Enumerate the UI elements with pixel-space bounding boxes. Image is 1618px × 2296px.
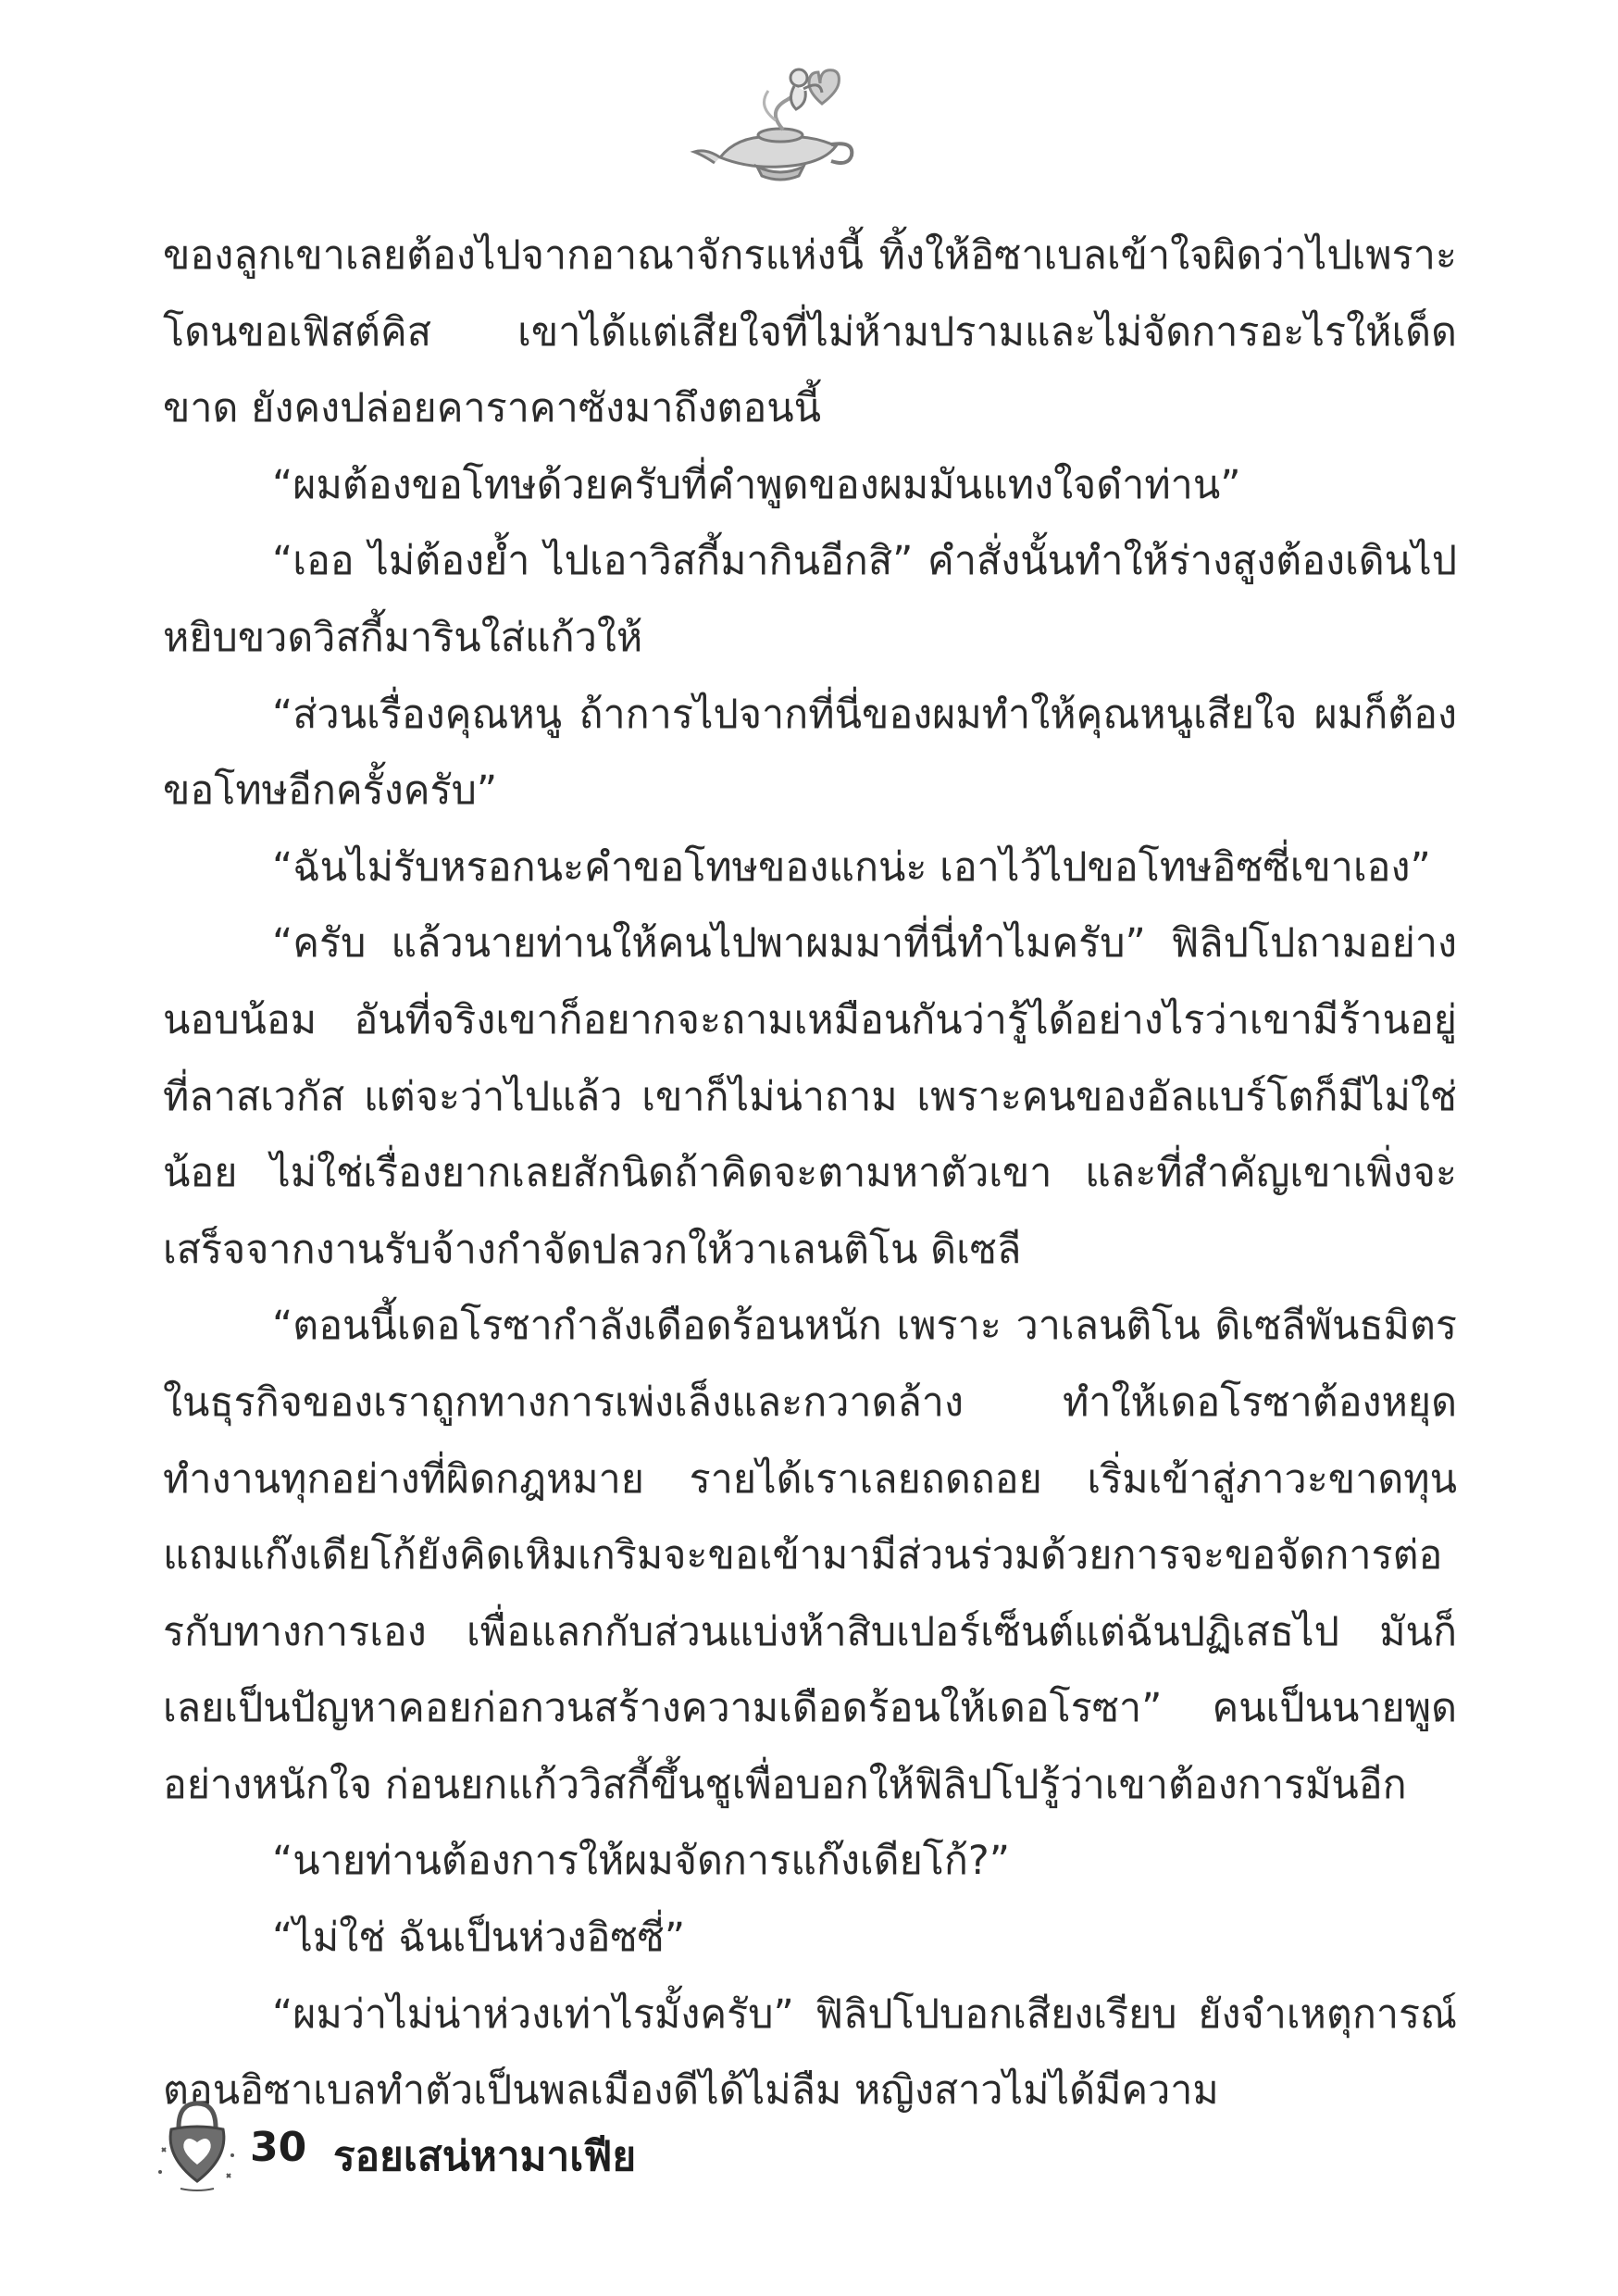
book-title: รอยเสน่หามาเฟีย [333,2133,637,2180]
paragraph: “ผมต้องขอโทษด้วยครับที่คำพูดของผมมันแทงใจดำท่าน” [272,461,1241,508]
paragraph: “ครับ แล้วนายท่านให้คนไปพาผมมาที่นี่ทำไมครับ” ฟิลิปโปถามอย่างนอบน้อม อันที่จริงเขาก็อยากจะถามเหมือนกันว่ารู้ได้อย่างไรว่าเขามีร้านอยู่ที่ลาสเวกัส แต่จะว่าไปแล้ว เขาก็ไม่น่าถาม เพราะคนของอัลแบร์โตก็มีไม่ใช่น้อย ไม่ใช่เรื่องยากเลยสักนิดถ้าคิดจะตามหาตัวเขา และที่สำคัญเขาเพิ่งจะเสร็จจากงานรับจ้างกำจัดปลวกให้วาเลนติโน ดิเซลี [163,920,1457,1273]
paragraph: “ส่วนเรื่องคุณหนู ถ้าการไปจากที่นี่ของผมทำให้คุณหนูเสียใจ ผมก็ต้องขอโทษอีกครั้งครับ” [163,691,1457,815]
heart-padlock-icon [153,2092,241,2194]
page-footer [153,2092,801,2194]
lamp-ornament-icon [683,56,868,194]
paragraph: “ไม่ใช่ ฉันเป็นห่วงอิซซี่” [272,1915,686,1962]
paragraph: “ผมว่าไม่น่าห่วงเท่าไรมั้งครับ” ฟิลิปโปบอกเสียงเรียบ ยังจำเหตุการณ์ตอนอิซาเบลทำตัวเป็นพลเมืองดีได้ไม่ลืม หญิงสาวไม่ได้มีความ [163,1990,1457,2115]
paragraph: “ตอนนี้เดอโรซากำลังเดือดร้อนหนัก เพราะ วาเลนติโน ดิเซลีพันธมิตรในธุรกิจของเราถูกทางการเพ่งเล็งและกวาดล้าง ทำให้เดอโรซาต้องหยุดทำงานทุกอย่างที่ผิดกฎหมาย รายได้เราเลยถดถอย เริ่มเข้าสู่ภาวะขาดทุน แถมแก๊งเดียโก้ยังคิดเหิมเกริมจะขอเข้ามามีส่วนร่วมด้วยการจะขอจัดการต่อรกับทางการเอง เพื่อแลกกับส่วนแบ่งห้าสิบเปอร์เซ็นต์แต่ฉันปฏิเสธไป มันก็เลยเป็นปัญหาคอยก่อกวนสร้างความเดือดร้อนให้เดอโรซา” คนเป็นนายพูดอย่างหนักใจ ก่อนยกแก้ววิสกี้ขึ้นชูเพื่อบอกให้ฟิลิปโปรู้ว่าเขาต้องการมันอีก [163,1303,1457,1808]
paragraph: “เออ ไม่ต้องย้ำ ไปเอาวิสกี้มากินอีกสิ” คำสั่งนั้นทำให้ร่างสูงต้องเดินไปหยิบขวดวิสกี้มารินใส่แก้วให้ [163,538,1457,661]
body-text [163,218,1457,2129]
paragraph: “ฉันไม่รับหรอกนะคำขอโทษของแกน่ะ เอาไว้ไปขอโทษอิซซี่เขาเอง” [272,843,1431,891]
paragraph: ของลูกเขาเลยต้องไปจากอาณาจักรแห่งนี้ ทิ้งให้อิซาเบลเข้าใจผิดว่าไปเพราะโดนขอเฟิสต์คิส เขาได้แต่เสียใจที่ไม่ห้ามปรามและไม่จัดการอะไรให้เด็ดขาด ยังคงปล่อยคาราคาซังมาถึงตอนนี้ [163,232,1457,432]
page-number: 30 [250,2124,307,2171]
paragraph: “นายท่านต้องการให้ผมจัดการแก๊งเดียโก้?” [272,1838,1010,1885]
